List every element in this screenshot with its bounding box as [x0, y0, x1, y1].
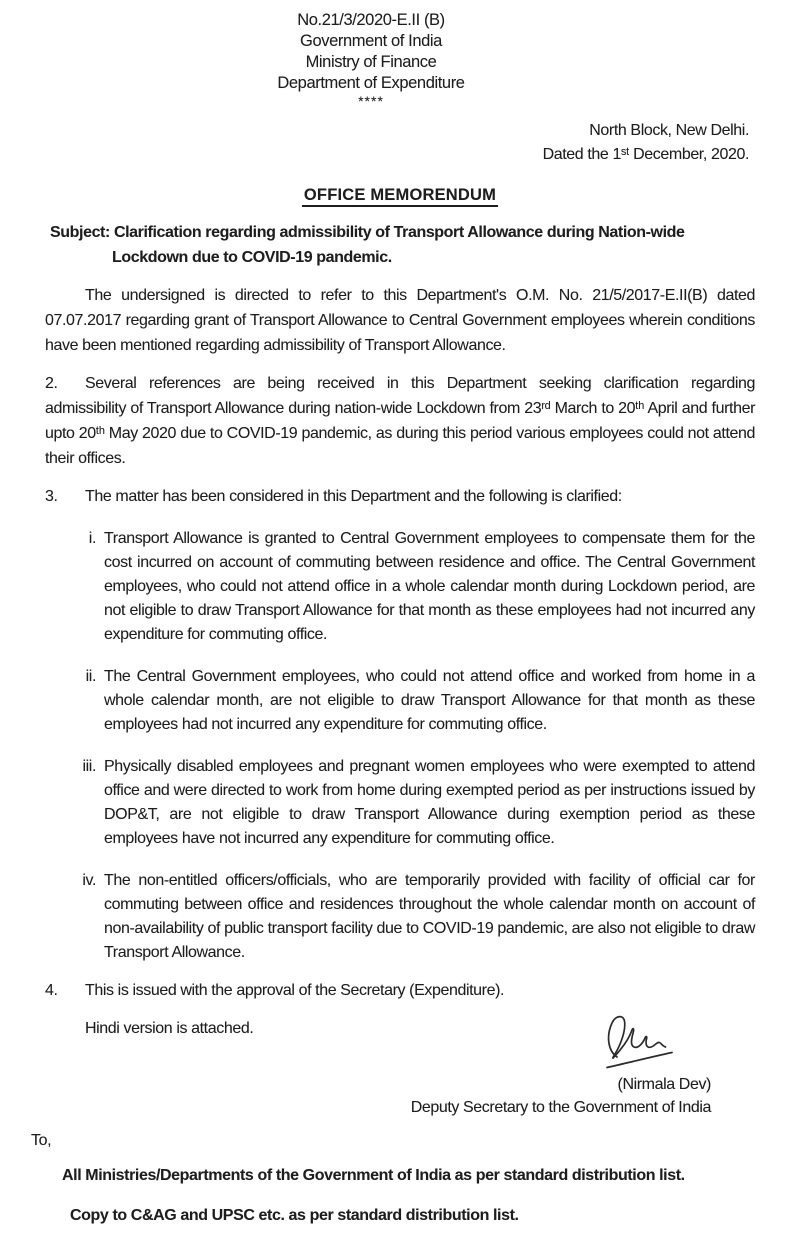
- paragraph-number: 3.: [45, 488, 58, 505]
- org-line-ministry: Ministry of Finance: [305, 53, 437, 71]
- place-line: North Block, New Delhi.: [589, 122, 749, 139]
- distribution-section: [31, 1129, 755, 1229]
- list-item-iii: [72, 755, 755, 851]
- list-item-number: iii.: [82, 758, 96, 775]
- paragraph-text: Several references are being received in this Department seeking clarification regarding admissibility of Transport Allowance during nation-wide Lockdown from 23ʳᵈ March to 20ᵗʰ April and further upto 20ᵗʰ May 2020 due to COVID-19 pandemic, as during this period various employees could not attend their offices.: [45, 375, 755, 467]
- dateline: [45, 119, 755, 167]
- distribution-line: All Ministries/Departments of the Government of India as per standard distribution list.: [62, 1167, 685, 1184]
- list-item-number: i.: [88, 530, 96, 547]
- document-title: [45, 185, 755, 205]
- to-label: To,: [31, 1132, 52, 1149]
- org-line-department: Department of Expenditure: [277, 74, 465, 92]
- list-item-number: ii.: [85, 668, 96, 685]
- paragraph-2: [45, 371, 755, 471]
- document-title-text: OFFICE MEMORENDUM: [302, 186, 498, 207]
- distribution-line: Copy to C&AG and UPSC etc. as per standard distribution list.: [70, 1207, 519, 1224]
- paragraph-number: 4.: [45, 982, 58, 999]
- subject-line: [50, 220, 755, 270]
- list-item-number: iv.: [82, 872, 96, 889]
- letterhead: [45, 10, 697, 109]
- subject-label: Subject:: [50, 224, 110, 241]
- signature-scribble-icon: [599, 1011, 699, 1073]
- clarification-list: [45, 527, 755, 965]
- reference-number: No.21/3/2020-E.II (B): [297, 11, 445, 29]
- subject-text: Clarification regarding admissibility of Transport Allowance during Nation-wide Lockdown due to COVID-19 pandemic.: [112, 224, 685, 266]
- date-line: Dated the 1ˢᵗ December, 2020.: [542, 146, 749, 163]
- paragraph-3: [45, 484, 755, 509]
- list-item-ii: [72, 665, 755, 737]
- org-line-government: Government of India: [300, 32, 442, 50]
- signatory-name: (Nirmala Dev): [617, 1076, 711, 1093]
- note-text: Hindi version is attached.: [85, 1020, 254, 1037]
- list-item-text: Transport Allowance is granted to Central Government employees to compensate them for the cost incurred on account of commuting between residence and office. The Central Government employees, who could not attend office in a whole calendar month during Lockdown period, are not eligible to draw Transport Allowance for that month as these employees had not incurred any expenditure for commuting office.: [104, 530, 755, 643]
- paragraph-text: The matter has been considered in this Department and the following is clarified:: [85, 488, 622, 505]
- paragraph-text: The undersigned is directed to refer to this Department's O.M. No. 21/5/2017-E.II(B) dated 07.07.2017 regarding grant of Transport Allowance to Central Government employees wherein conditions have been mentioned regarding admissibility of Transport Allowance.: [45, 287, 755, 354]
- paragraph-text: This is issued with the approval of the Secretary (Expenditure).: [85, 982, 505, 999]
- paragraph-4: [45, 978, 755, 1003]
- signatory-designation: Deputy Secretary to the Government of India: [410, 1099, 711, 1116]
- paragraph-1: [45, 283, 755, 358]
- list-item-text: Physically disabled employees and pregnant women employees who were exempted to attend office and were directed to work from home during exempted period as per instructions issued by DOP&T, are not eligible to draw Transport Allowance during exemption period as these employees have not incurred any expenditure for commuting office.: [104, 758, 755, 847]
- separator-stars: ****: [358, 93, 384, 109]
- list-item-i: [72, 527, 755, 647]
- list-item-text: The Central Government employees, who could not attend office and worked from home in a whole calendar month, are not eligible to draw Transport Allowance for that month as these employees had not incurred any expenditure for commuting office.: [104, 668, 755, 733]
- paragraph-number: 2.: [45, 375, 58, 392]
- list-item-text: The non-entitled officers/officials, who are temporarily provided with facility of official car for commuting between office and residences throughout the whole calendar month on account of non-availability of public transport facility due to COVID-19 pandemic, are also not eligible to draw Transport Allowance.: [104, 872, 755, 961]
- list-item-iv: [72, 869, 755, 965]
